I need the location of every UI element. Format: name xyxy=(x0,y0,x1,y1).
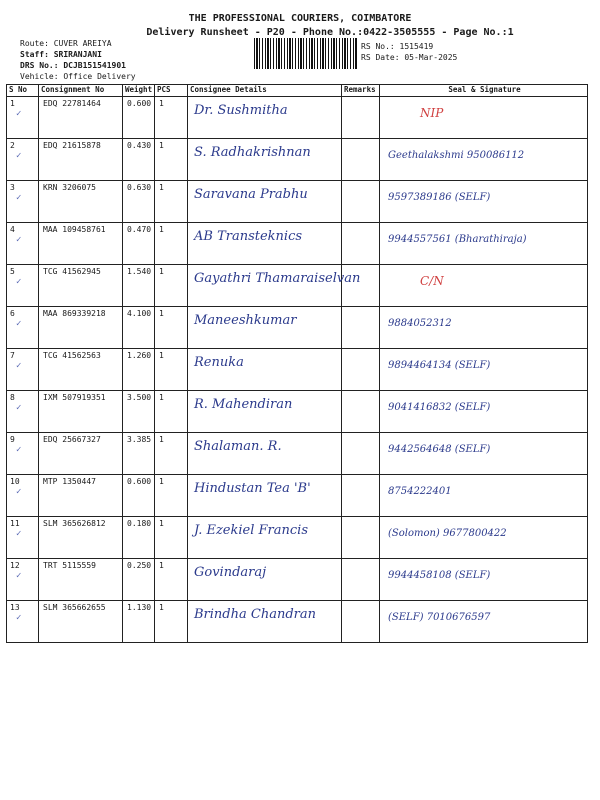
table-row xyxy=(7,223,588,265)
cell-remarks xyxy=(342,433,380,475)
cell-consignee xyxy=(188,391,342,433)
cell-remarks xyxy=(342,517,380,559)
checkmark-icon: ✓ xyxy=(16,235,22,245)
cell-consignment: SLM 365626812 xyxy=(39,517,123,559)
cell-signature xyxy=(380,307,588,349)
handwritten-consignee: Hindustan Tea 'B' xyxy=(194,481,311,496)
handwritten-signature: 9442564648 (SELF) xyxy=(388,444,491,455)
handwritten-consignee: AB Transteknics xyxy=(194,229,303,244)
cell-consignee xyxy=(188,601,342,643)
cell-pcs: 1 xyxy=(155,181,188,223)
cell-signature xyxy=(380,475,588,517)
table-row xyxy=(7,349,588,391)
cell-consignment: EDQ 21615878 xyxy=(39,139,123,181)
sno-text: 12 xyxy=(10,561,20,570)
cell-weight: 0.430 xyxy=(123,139,155,181)
sno-text: 4 xyxy=(10,225,15,234)
sno-text: 1 xyxy=(10,99,15,108)
cell-pcs: 1 xyxy=(155,349,188,391)
checkmark-icon: ✓ xyxy=(16,319,22,329)
cell-consignment: TCG 41562563 xyxy=(39,349,123,391)
table-row xyxy=(7,97,588,139)
sno-text: 6 xyxy=(10,309,15,318)
sno-text: 10 xyxy=(10,477,20,486)
cell-pcs: 1 xyxy=(155,307,188,349)
table-row xyxy=(7,391,588,433)
col-header-pcs: PCS xyxy=(155,85,188,97)
checkmark-icon: ✓ xyxy=(16,529,22,539)
cell-weight: 0.600 xyxy=(123,475,155,517)
table-row xyxy=(7,181,588,223)
cell-consignment: TRT 5115559 xyxy=(39,559,123,601)
cell-signature xyxy=(380,139,588,181)
cell-remarks xyxy=(342,223,380,265)
cell-consignee xyxy=(188,559,342,601)
cell-remarks xyxy=(342,181,380,223)
checkmark-icon: ✓ xyxy=(16,613,22,623)
cell-signature xyxy=(380,349,588,391)
cell-weight: 0.600 xyxy=(123,97,155,139)
cell-weight: 4.100 xyxy=(123,307,155,349)
cell-sno xyxy=(7,349,39,391)
cell-pcs: 1 xyxy=(155,97,188,139)
cell-consignment: TCG 41562945 xyxy=(39,265,123,307)
sno-text: 2 xyxy=(10,141,15,150)
barcode-image xyxy=(254,38,358,69)
table-row xyxy=(7,601,588,643)
cell-sno xyxy=(7,181,39,223)
sno-text: 7 xyxy=(10,351,15,360)
cell-consignment: SLM 365662655 xyxy=(39,601,123,643)
cell-pcs: 1 xyxy=(155,559,188,601)
cell-remarks xyxy=(342,475,380,517)
cell-sno xyxy=(7,517,39,559)
cell-pcs: 1 xyxy=(155,223,188,265)
handwritten-signature: 8754222401 xyxy=(388,486,452,497)
rs-no-label: RS No.: 1515419 xyxy=(361,42,434,51)
cell-weight: 1.260 xyxy=(123,349,155,391)
cell-pcs: 1 xyxy=(155,517,188,559)
cell-sno xyxy=(7,265,39,307)
handwritten-consignee: S. Radhakrishnan xyxy=(194,145,311,160)
cell-pcs: 1 xyxy=(155,265,188,307)
handwritten-consignee: J. Ezekiel Francis xyxy=(194,523,308,538)
handwritten-signature: 9597389186 (SELF) xyxy=(388,192,491,203)
handwritten-signature: (SELF) 7010676597 xyxy=(388,612,491,623)
checkmark-icon: ✓ xyxy=(16,277,22,287)
vehicle-label: Vehicle: Office Delivery xyxy=(20,72,136,81)
cell-consignee xyxy=(188,181,342,223)
cell-consignee xyxy=(188,223,342,265)
cell-weight: 3.500 xyxy=(123,391,155,433)
col-header-weight: Weight xyxy=(123,85,155,97)
cell-pcs: 1 xyxy=(155,475,188,517)
cell-remarks xyxy=(342,391,380,433)
staff-label: Staff: SRIRANJANI xyxy=(20,50,102,59)
col-header-remarks: Remarks xyxy=(342,85,380,97)
handwritten-consignee: Renuka xyxy=(194,355,244,370)
handwritten-consignee: Saravana Prabhu xyxy=(194,187,308,202)
cell-consignment: MAA 109458761 xyxy=(39,223,123,265)
handwritten-signature: 9041416832 (SELF) xyxy=(388,402,491,413)
handwritten-signature: NIP xyxy=(420,106,444,120)
cell-consignee xyxy=(188,265,361,307)
handwritten-consignee: Shalaman. R. xyxy=(194,439,282,454)
cell-consignee xyxy=(188,475,342,517)
checkmark-icon: ✓ xyxy=(16,571,22,581)
cell-pcs: 1 xyxy=(155,139,188,181)
cell-weight: 3.385 xyxy=(123,433,155,475)
cell-consignee xyxy=(188,517,342,559)
cell-signature xyxy=(380,265,588,307)
cell-pcs: 1 xyxy=(155,601,188,643)
handwritten-signature: 9894464134 (SELF) xyxy=(388,360,491,371)
checkmark-icon: ✓ xyxy=(16,109,22,119)
cell-sno xyxy=(7,391,39,433)
rs-date-label: RS Date: 05-Mar-2025 xyxy=(361,53,458,62)
cell-sno xyxy=(7,139,39,181)
cell-pcs: 1 xyxy=(155,433,188,475)
table-row xyxy=(7,517,588,559)
cell-signature xyxy=(380,223,588,265)
sno-text: 5 xyxy=(10,267,15,276)
cell-weight: 0.180 xyxy=(123,517,155,559)
sno-text: 9 xyxy=(10,435,15,444)
handwritten-signature: 9944458108 (SELF) xyxy=(388,570,491,581)
cell-sno xyxy=(7,223,39,265)
handwritten-signature: 9884052312 xyxy=(388,318,452,329)
handwritten-consignee: Maneeshkumar xyxy=(194,313,297,328)
cell-consignee xyxy=(188,139,342,181)
checkmark-icon: ✓ xyxy=(16,445,22,455)
col-header-signature: Seal & Signature xyxy=(380,85,588,97)
sno-text: 13 xyxy=(10,603,20,612)
cell-sno xyxy=(7,307,39,349)
table-row xyxy=(7,433,588,475)
handwritten-signature: Geethalakshmi 950086112 xyxy=(388,150,525,161)
cell-remarks xyxy=(342,97,380,139)
table-row xyxy=(7,307,588,349)
cell-consignment: MAA 869339218 xyxy=(39,307,123,349)
cell-sno xyxy=(7,433,39,475)
handwritten-consignee: Gayathri Thamaraiselvan xyxy=(194,271,361,286)
cell-pcs: 1 xyxy=(155,391,188,433)
sno-text: 3 xyxy=(10,183,15,192)
cell-sno xyxy=(7,601,39,643)
cell-signature xyxy=(380,517,588,559)
cell-consignment: EDQ 22781464 xyxy=(39,97,123,139)
handwritten-signature: 9944557561 (Bharathiraja) xyxy=(388,234,527,245)
cell-consignment: IXM 507919351 xyxy=(39,391,123,433)
handwritten-consignee: Govindaraj xyxy=(194,565,267,580)
cell-consignment: MTP 1350447 xyxy=(39,475,123,517)
table-row xyxy=(7,265,588,307)
company-title: THE PROFESSIONAL COURIERS, COIMBATORE xyxy=(188,13,412,24)
cell-weight: 1.540 xyxy=(123,265,155,307)
cell-consignee xyxy=(188,349,342,391)
cell-remarks xyxy=(342,349,380,391)
cell-remarks xyxy=(342,139,380,181)
checkmark-icon: ✓ xyxy=(16,403,22,413)
cell-signature xyxy=(380,433,588,475)
cell-sno xyxy=(7,559,39,601)
handwritten-consignee: Brindha Chandran xyxy=(194,607,316,622)
runsheet-table xyxy=(6,84,588,643)
cell-consignee xyxy=(188,307,342,349)
table-header-row xyxy=(7,85,588,97)
runsheet-meta-right xyxy=(361,41,457,63)
checkmark-icon: ✓ xyxy=(16,193,22,203)
cell-consignment: EDQ 25667327 xyxy=(39,433,123,475)
cell-weight: 0.470 xyxy=(123,223,155,265)
runsheet-meta-left xyxy=(20,38,136,82)
cell-signature xyxy=(380,97,588,139)
cell-signature xyxy=(380,391,588,433)
table-row xyxy=(7,139,588,181)
cell-weight: 0.630 xyxy=(123,181,155,223)
cell-signature xyxy=(380,559,588,601)
handwritten-signature: (Solomon) 9677800422 xyxy=(388,528,507,539)
cell-sno xyxy=(7,97,39,139)
cell-weight: 1.130 xyxy=(123,601,155,643)
sno-text: 8 xyxy=(10,393,15,402)
cell-signature xyxy=(380,601,588,643)
cell-consignee xyxy=(188,97,342,139)
cell-sno xyxy=(7,475,39,517)
sno-text: 11 xyxy=(10,519,20,528)
col-header-consignment: Consignment No xyxy=(39,85,123,97)
col-header-sno: S No xyxy=(7,85,39,97)
handwritten-signature: C/N xyxy=(420,274,444,288)
cell-remarks xyxy=(342,601,380,643)
cell-weight: 0.250 xyxy=(123,559,155,601)
cell-consignment: KRN 3206075 xyxy=(39,181,123,223)
table-row xyxy=(7,475,588,517)
checkmark-icon: ✓ xyxy=(16,487,22,497)
checkmark-icon: ✓ xyxy=(16,151,22,161)
cell-remarks xyxy=(342,307,380,349)
cell-signature xyxy=(380,181,588,223)
cell-consignee xyxy=(188,433,342,475)
handwritten-consignee: R. Mahendiran xyxy=(194,397,293,412)
drs-label: DRS No.: DCJB151541901 xyxy=(20,61,126,70)
table-row xyxy=(7,559,588,601)
runsheet-title: Delivery Runsheet - P20 - Phone No.:0422-3505555 - Page No.:1 xyxy=(146,27,514,38)
checkmark-icon: ✓ xyxy=(16,361,22,371)
handwritten-consignee: Dr. Sushmitha xyxy=(194,103,288,118)
cell-remarks xyxy=(342,559,380,601)
col-header-consignee: Consignee Details xyxy=(188,85,342,97)
route-label: Route: CUVER AREIYA xyxy=(20,39,112,48)
